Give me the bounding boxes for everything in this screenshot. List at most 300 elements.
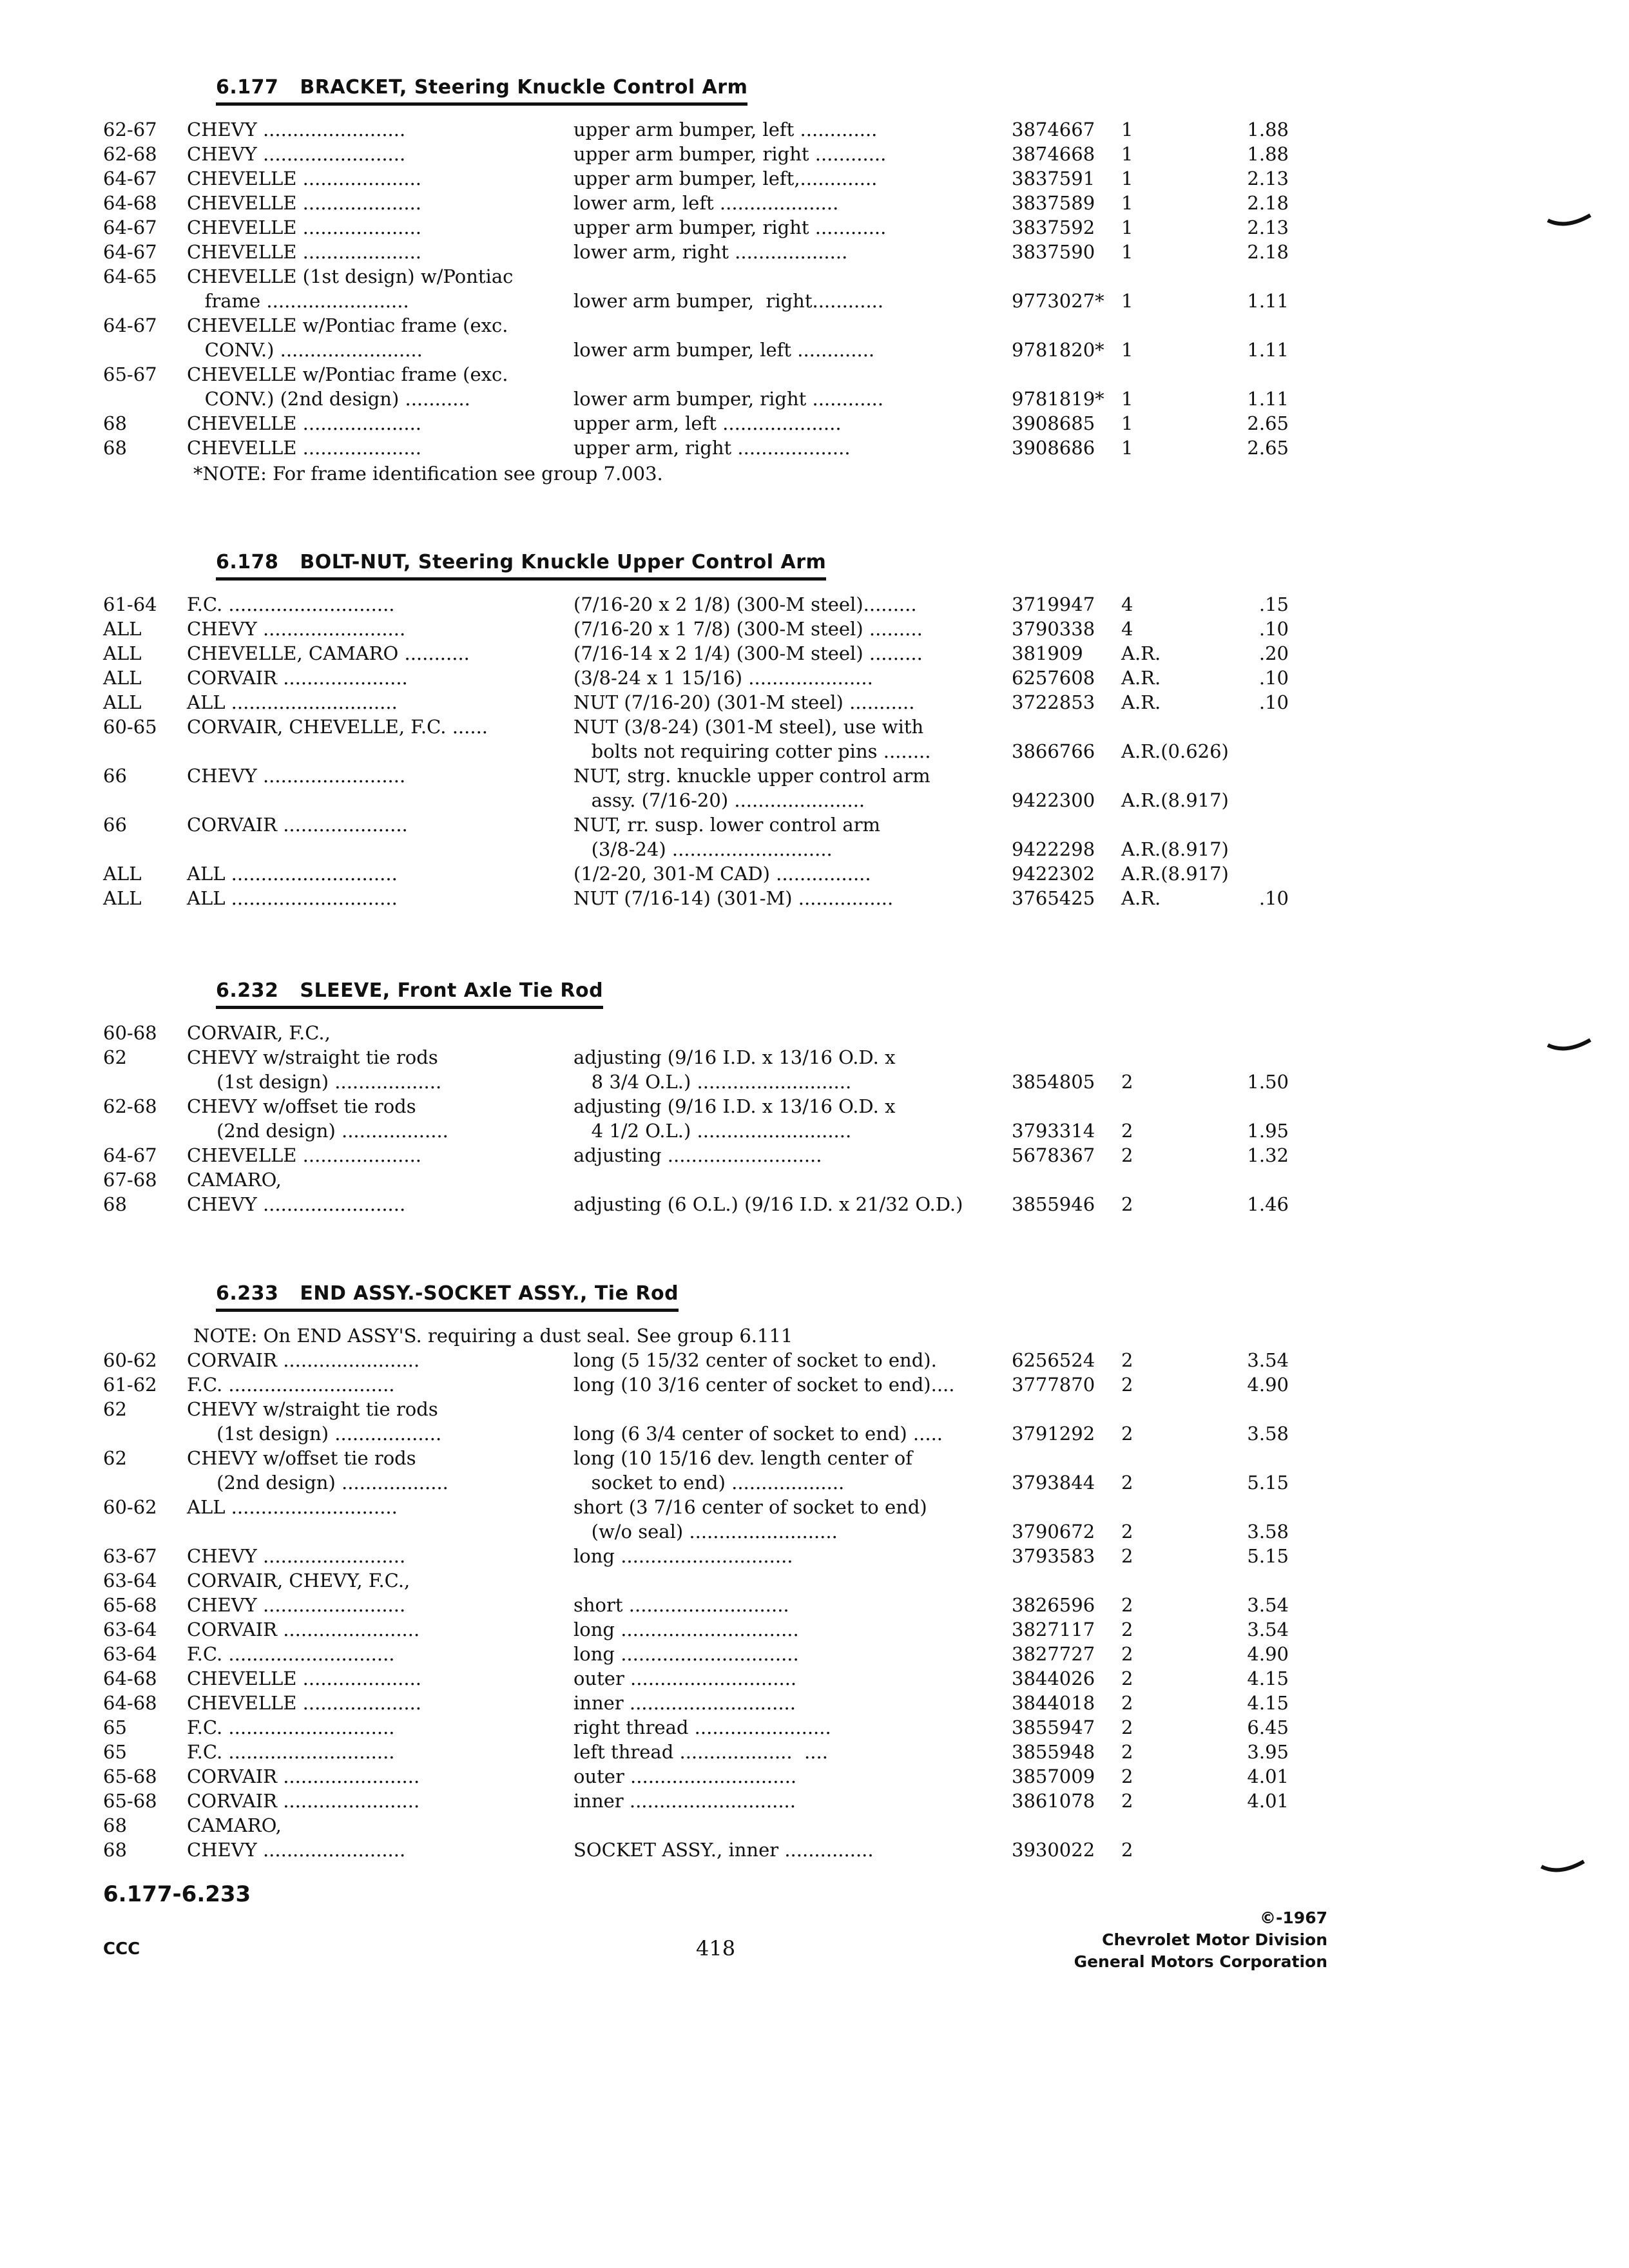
price: 3.58 <box>1247 1423 1289 1445</box>
model-year: 64-68 <box>103 1692 157 1714</box>
part-description: upper arm, left .................... <box>574 412 842 434</box>
part-number: 3722853 <box>1012 691 1095 713</box>
model-year: 68 <box>103 1814 127 1836</box>
model-name: CORVAIR, F.C., <box>187 1022 331 1044</box>
quantity: 2 <box>1121 1472 1133 1494</box>
parts-row <box>103 1021 1302 1045</box>
model-year: 64-67 <box>103 1144 157 1166</box>
part-number: 3790672 <box>1012 1521 1095 1542</box>
parts-row <box>103 1397 1302 1446</box>
price: .10 <box>1258 618 1289 640</box>
price: 4.15 <box>1247 1692 1289 1714</box>
part-number: 3874667 <box>1012 119 1095 140</box>
part-number: 3837591 <box>1012 168 1095 189</box>
section-6-177 <box>103 76 1302 485</box>
division-name: Chevrolet Motor Division <box>1102 1930 1327 1949</box>
price: 1.11 <box>1247 388 1289 410</box>
parts-rows <box>103 1021 1302 1216</box>
model-name: CORVAIR, CHEVELLE, F.C. ...... <box>187 716 488 738</box>
part-number: 3765425 <box>1012 887 1095 909</box>
part-number: 3855946 <box>1012 1193 1095 1215</box>
page-range: 6.177-6.233 <box>103 1881 251 1907</box>
model-year: 66 <box>103 765 127 787</box>
section-6-232 <box>103 979 1302 1216</box>
model-year: 61-64 <box>103 593 157 615</box>
part-description: (7/16-14 x 2 1/4) (300-M steel) ......... <box>574 642 923 664</box>
part-description: (7/16-20 x 2 1/8) (300-M steel)......... <box>574 593 917 615</box>
parts-row <box>103 764 1302 812</box>
model-year: 66 <box>103 814 127 836</box>
section-number: 6.232 <box>216 979 279 1002</box>
price: 3.54 <box>1247 1594 1289 1616</box>
price: 3.58 <box>1247 1521 1289 1542</box>
parts-row <box>103 1617 1302 1642</box>
parts-row <box>103 362 1302 411</box>
quantity: 1 <box>1121 119 1133 140</box>
model-name: F.C. ............................ <box>187 1643 395 1665</box>
part-description: long ............................. <box>574 1545 793 1567</box>
section-title: BOLT-NUT, Steering Knuckle Upper Control Arm <box>300 551 827 573</box>
part-number: 3790338 <box>1012 618 1095 640</box>
model-year: ALL <box>103 887 142 909</box>
quantity: A.R.(0.626) <box>1121 740 1229 762</box>
part-description: (3/8-24 x 1 15/16) ..................... <box>574 667 873 689</box>
model-name: CHEVELLE w/Pontiac frame (exc. CONV.) ........................ <box>187 314 508 361</box>
quantity: 1 <box>1121 437 1133 459</box>
price: 4.90 <box>1247 1374 1289 1396</box>
price: 4.15 <box>1247 1667 1289 1689</box>
parts-row <box>103 1168 1302 1192</box>
parts-row <box>103 411 1302 436</box>
parts-row <box>103 641 1302 666</box>
quantity: 2 <box>1121 1120 1133 1142</box>
part-description: left thread ................... .... <box>574 1741 828 1763</box>
model-name: CHEVY ........................ <box>187 618 406 640</box>
part-number: 3930022 <box>1012 1839 1095 1861</box>
model-year: 62-68 <box>103 1095 157 1117</box>
part-description: long (5 15/32 center of socket to end). <box>574 1349 937 1371</box>
quantity: 2 <box>1121 1765 1133 1787</box>
model-year: 61-62 <box>103 1374 157 1396</box>
section-note: NOTE: On END ASSY'S. requiring a dust seal. See group 6.111 <box>193 1325 793 1347</box>
parts-row <box>103 1544 1302 1568</box>
part-description: long (10 15/16 dev. length center of socket to end) ................... <box>574 1447 912 1494</box>
part-number: 9781819* <box>1012 388 1104 410</box>
part-description: short (3 7/16 center of socket to end) (w/o seal) ......................... <box>574 1496 927 1542</box>
part-description: (1/2-20, 301-M CAD) ................ <box>574 863 871 885</box>
parts-row <box>103 264 1302 313</box>
model-name: CHEVELLE .................... <box>187 192 422 214</box>
price: 4.01 <box>1247 1765 1289 1787</box>
part-description: adjusting .......................... <box>574 1144 822 1166</box>
part-description: adjusting (9/16 I.D. x 13/16 O.D. x 8 3/4 O.L.) .......................... <box>574 1046 896 1093</box>
price: 1.88 <box>1247 143 1289 165</box>
price: 5.15 <box>1247 1472 1289 1494</box>
price: 1.50 <box>1247 1071 1289 1093</box>
model-year: 62-68 <box>103 143 157 165</box>
model-name: ALL ............................ <box>187 863 398 885</box>
model-year: 64-68 <box>103 192 157 214</box>
quantity: 1 <box>1121 192 1133 214</box>
quantity: A.R. <box>1121 887 1161 909</box>
quantity: A.R. <box>1121 667 1161 689</box>
quantity: 2 <box>1121 1071 1133 1093</box>
model-name: CHEVELLE .................... <box>187 412 422 434</box>
model-year: 68 <box>103 437 127 459</box>
part-number: 3857009 <box>1012 1765 1095 1787</box>
parts-row <box>103 1789 1302 1813</box>
model-year: 62 <box>103 1046 127 1068</box>
binder-tick-mark <box>1540 1859 1585 1878</box>
quantity: 2 <box>1121 1692 1133 1714</box>
model-name: CORVAIR ....................... <box>187 1349 420 1371</box>
part-description: upper arm bumper, right ............ <box>574 143 887 165</box>
model-name: CORVAIR ....................... <box>187 1619 420 1640</box>
model-name: CHEVELLE .................... <box>187 1692 422 1714</box>
part-number: 9773027* <box>1012 290 1104 312</box>
section-number: 6.178 <box>216 551 279 573</box>
parts-row <box>103 117 1302 142</box>
price: .15 <box>1258 593 1289 615</box>
model-year: 65 <box>103 1741 127 1763</box>
quantity: 4 <box>1121 593 1133 615</box>
part-description: lower arm, right ................... <box>574 241 848 263</box>
model-year: 63-67 <box>103 1545 157 1567</box>
parts-row <box>103 1764 1302 1789</box>
parts-row <box>103 142 1302 166</box>
model-year: ALL <box>103 691 142 713</box>
quantity: 2 <box>1121 1619 1133 1640</box>
part-number: 3854805 <box>1012 1071 1095 1093</box>
quantity: 2 <box>1121 1643 1133 1665</box>
price: 6.45 <box>1247 1716 1289 1738</box>
model-year: ALL <box>103 667 142 689</box>
model-name: CAMARO, <box>187 1169 282 1191</box>
model-year: 63-64 <box>103 1570 157 1591</box>
model-name: CHEVELLE w/Pontiac frame (exc. CONV.) (2nd design) ........... <box>187 363 508 410</box>
model-name: CHEVY ........................ <box>187 1545 406 1567</box>
parts-row <box>103 1813 1302 1838</box>
price: 5.15 <box>1247 1545 1289 1567</box>
model-year: 65-67 <box>103 363 157 385</box>
parts-row <box>103 166 1302 191</box>
part-description: lower arm bumper, right ............ <box>574 388 884 410</box>
quantity: 1 <box>1121 143 1133 165</box>
part-description: inner ............................ <box>574 1692 796 1714</box>
part-description: outer ............................ <box>574 1765 797 1787</box>
quantity: A.R.(8.917) <box>1121 863 1229 885</box>
quantity: 2 <box>1121 1839 1133 1861</box>
model-year: 68 <box>103 1193 127 1215</box>
parts-row <box>103 1740 1302 1764</box>
binder-tick-mark <box>1547 1037 1592 1057</box>
model-name: CHEVY ........................ <box>187 1839 406 1861</box>
section-heading <box>216 1282 679 1312</box>
part-description: NUT, rr. susp. lower control arm (3/8-24) ........................... <box>574 814 881 860</box>
quantity: A.R. <box>1121 642 1161 664</box>
quantity: 2 <box>1121 1716 1133 1738</box>
model-name: CHEVELLE .................... <box>187 1667 422 1689</box>
part-description: SOCKET ASSY., inner ............... <box>574 1839 874 1861</box>
part-number: 3793583 <box>1012 1545 1095 1567</box>
price: 3.54 <box>1247 1619 1289 1640</box>
quantity: 1 <box>1121 339 1133 361</box>
model-name: CHEVELLE (1st design) w/Pontiac frame ........................ <box>187 265 514 312</box>
quantity: 2 <box>1121 1193 1133 1215</box>
part-number: 9422298 <box>1012 838 1095 860</box>
model-name: CHEVELLE .................... <box>187 216 422 238</box>
price: 4.01 <box>1247 1790 1289 1812</box>
part-description: adjusting (6 O.L.) (9/16 I.D. x 21/32 O.D.) <box>574 1193 963 1215</box>
price: 1.88 <box>1247 119 1289 140</box>
model-year: 64-68 <box>103 1667 157 1689</box>
price: 3.54 <box>1247 1349 1289 1371</box>
model-name: CHEVY w/straight tie rods (1st design) .................. <box>187 1046 442 1093</box>
parts-row <box>103 215 1302 240</box>
model-name: F.C. ............................ <box>187 593 395 615</box>
part-description: NUT (7/16-14) (301-M) ................ <box>574 887 894 909</box>
part-description: NUT, strg. knuckle upper control arm assy. (7/16-20) ...................... <box>574 765 930 811</box>
model-year: 62-67 <box>103 119 157 140</box>
price: 1.95 <box>1247 1120 1289 1142</box>
parts-row <box>103 313 1302 362</box>
part-number: 3908686 <box>1012 437 1095 459</box>
part-number: 9422302 <box>1012 863 1095 885</box>
model-year: 62 <box>103 1447 127 1469</box>
part-description: upper arm bumper, right ............ <box>574 216 887 238</box>
part-description: long (6 3/4 center of socket to end) ..... <box>574 1423 943 1445</box>
part-description: NUT (3/8-24) (301-M steel), use with bolts not requiring cotter pins ........ <box>574 716 931 762</box>
part-number: 3855948 <box>1012 1741 1095 1763</box>
quantity: 2 <box>1121 1374 1133 1396</box>
part-number: 3866766 <box>1012 740 1095 762</box>
part-number: 9422300 <box>1012 789 1095 811</box>
model-name: CHEVY w/straight tie rods (1st design) .................. <box>187 1398 442 1445</box>
model-name: CHEVY ........................ <box>187 1193 406 1215</box>
price: 2.18 <box>1247 241 1289 263</box>
part-number: 3793844 <box>1012 1472 1095 1494</box>
price: 2.65 <box>1247 412 1289 434</box>
model-year: 63-64 <box>103 1643 157 1665</box>
parts-row <box>103 1192 1302 1216</box>
part-number: 381909 <box>1012 642 1083 664</box>
part-number: 3837592 <box>1012 216 1095 238</box>
copyright: ©-1967 <box>1260 1908 1327 1927</box>
price: 2.13 <box>1247 168 1289 189</box>
part-number: 9781820* <box>1012 339 1104 361</box>
page-code: CCC <box>103 1939 140 1959</box>
section-title: SLEEVE, Front Axle Tie Rod <box>300 979 604 1002</box>
section-title: BRACKET, Steering Knuckle Control Arm <box>300 76 748 99</box>
price: 2.65 <box>1247 437 1289 459</box>
part-description: long .............................. <box>574 1619 799 1640</box>
model-year: ALL <box>103 642 142 664</box>
quantity: 4 <box>1121 618 1133 640</box>
model-year: 65 <box>103 1716 127 1738</box>
quantity: 2 <box>1121 1545 1133 1567</box>
parts-row <box>103 1045 1302 1094</box>
price: 1.46 <box>1247 1193 1289 1215</box>
quantity: 1 <box>1121 412 1133 434</box>
model-year: 65-68 <box>103 1594 157 1616</box>
part-number: 3827727 <box>1012 1643 1095 1665</box>
model-name: CORVAIR ..................... <box>187 667 408 689</box>
parts-row <box>103 617 1302 641</box>
model-year: 65-68 <box>103 1790 157 1812</box>
price: .10 <box>1258 667 1289 689</box>
part-number: 3827117 <box>1012 1619 1095 1640</box>
model-year: 60-65 <box>103 716 157 738</box>
section-number: 6.233 <box>216 1282 279 1305</box>
parts-row <box>103 715 1302 764</box>
model-name: CHEVELLE .................... <box>187 168 422 189</box>
model-name: CORVAIR, CHEVY, F.C., <box>187 1570 410 1591</box>
parts-row <box>103 1715 1302 1740</box>
part-description: upper arm bumper, left ............. <box>574 119 878 140</box>
section-heading <box>216 551 826 581</box>
parts-row <box>103 592 1302 617</box>
model-year: 67-68 <box>103 1169 157 1191</box>
part-number: 3844026 <box>1012 1667 1095 1689</box>
model-name: CHEVY ........................ <box>187 119 406 140</box>
part-number: 3791292 <box>1012 1423 1095 1445</box>
quantity: 1 <box>1121 241 1133 263</box>
model-year: 60-68 <box>103 1022 157 1044</box>
parts-row <box>103 436 1302 460</box>
quantity: 2 <box>1121 1521 1133 1542</box>
model-name: CHEVELLE .................... <box>187 437 422 459</box>
price: 4.90 <box>1247 1643 1289 1665</box>
model-year: ALL <box>103 863 142 885</box>
model-year: 64-67 <box>103 216 157 238</box>
model-year: 68 <box>103 1839 127 1861</box>
quantity: 1 <box>1121 388 1133 410</box>
quantity: A.R.(8.917) <box>1121 789 1229 811</box>
model-name: ALL ............................ <box>187 1496 398 1518</box>
parts-row <box>103 240 1302 264</box>
part-description: short ........................... <box>574 1594 789 1616</box>
part-description: adjusting (9/16 I.D. x 13/16 O.D. x 4 1/2 O.L.) .......................... <box>574 1095 896 1142</box>
parts-row <box>103 1593 1302 1617</box>
part-number: 3826596 <box>1012 1594 1095 1616</box>
part-description: long .............................. <box>574 1643 799 1665</box>
part-description: outer ............................ <box>574 1667 797 1689</box>
parts-row <box>103 690 1302 715</box>
price: 1.11 <box>1247 339 1289 361</box>
section-heading <box>216 76 747 106</box>
parts-row <box>103 886 1302 910</box>
parts-row <box>103 1838 1302 1862</box>
model-name: CHEVELLE .................... <box>187 1144 422 1166</box>
part-description: inner ............................ <box>574 1790 796 1812</box>
model-name: CAMARO, <box>187 1814 282 1836</box>
part-number: 3719947 <box>1012 593 1095 615</box>
corporation-name: General Motors Corporation <box>1074 1952 1327 1971</box>
binder-tick-mark <box>1547 213 1592 232</box>
model-year: 64-67 <box>103 314 157 336</box>
parts-row <box>103 861 1302 886</box>
price: 1.32 <box>1247 1144 1289 1166</box>
parts-rows <box>103 592 1302 910</box>
section-footnote: *NOTE: For frame identification see group 7.003. <box>193 463 663 485</box>
section-number: 6.177 <box>216 76 279 99</box>
parts-rows <box>103 117 1302 460</box>
parts-row <box>103 812 1302 861</box>
part-number: 3861078 <box>1012 1790 1095 1812</box>
model-name: CHEVELLE .................... <box>187 241 422 263</box>
model-year: ALL <box>103 618 142 640</box>
price: .10 <box>1258 887 1289 909</box>
part-description: (7/16-20 x 1 7/8) (300-M steel) ......... <box>574 618 923 640</box>
part-number: 3908685 <box>1012 412 1095 434</box>
price: 2.13 <box>1247 216 1289 238</box>
model-year: 64-65 <box>103 265 157 287</box>
part-number: 3837589 <box>1012 192 1095 214</box>
part-description: NUT (7/16-20) (301-M steel) ........... <box>574 691 915 713</box>
quantity: 2 <box>1121 1790 1133 1812</box>
parts-row <box>103 1446 1302 1495</box>
price: 1.11 <box>1247 290 1289 312</box>
parts-rows <box>103 1348 1302 1862</box>
parts-row <box>103 1691 1302 1715</box>
part-number: 3837590 <box>1012 241 1095 263</box>
model-name: F.C. ............................ <box>187 1716 395 1738</box>
model-name: CHEVY ........................ <box>187 143 406 165</box>
parts-row <box>103 666 1302 690</box>
parts-row <box>103 1495 1302 1544</box>
model-name: CORVAIR ..................... <box>187 814 408 836</box>
quantity: 2 <box>1121 1594 1133 1616</box>
price: .20 <box>1258 642 1289 664</box>
quantity: A.R. <box>1121 691 1161 713</box>
model-name: CHEVY ........................ <box>187 1594 406 1616</box>
price: 3.95 <box>1247 1741 1289 1763</box>
model-year: 68 <box>103 412 127 434</box>
model-name: ALL ............................ <box>187 887 398 909</box>
model-name: ALL ............................ <box>187 691 398 713</box>
model-name: CORVAIR ....................... <box>187 1790 420 1812</box>
section-title: END ASSY.-SOCKET ASSY., Tie Rod <box>300 1282 679 1305</box>
part-description: lower arm bumper, left ............. <box>574 339 875 361</box>
model-name: F.C. ............................ <box>187 1374 395 1396</box>
part-number: 5678367 <box>1012 1144 1095 1166</box>
quantity: 2 <box>1121 1667 1133 1689</box>
model-year: 64-67 <box>103 168 157 189</box>
part-number: 3855947 <box>1012 1716 1095 1738</box>
publisher-block <box>1018 1907 1327 1973</box>
part-number: 3844018 <box>1012 1692 1095 1714</box>
model-name: CHEVELLE, CAMARO ........... <box>187 642 470 664</box>
part-number: 3793314 <box>1012 1120 1095 1142</box>
part-description: right thread ....................... <box>574 1716 831 1738</box>
parts-row <box>103 1666 1302 1691</box>
model-name: CHEVY w/offset tie rods (2nd design) .................. <box>187 1095 448 1142</box>
model-year: 65-68 <box>103 1765 157 1787</box>
quantity: 2 <box>1121 1349 1133 1371</box>
parts-row <box>103 191 1302 215</box>
section-6-233 <box>103 1282 1302 1862</box>
price: 2.18 <box>1247 192 1289 214</box>
model-year: 63-64 <box>103 1619 157 1640</box>
model-name: CHEVY w/offset tie rods (2nd design) .................. <box>187 1447 448 1494</box>
part-number: 6257608 <box>1012 667 1095 689</box>
part-description: upper arm bumper, left,............. <box>574 168 878 189</box>
model-name: CHEVY ........................ <box>187 765 406 787</box>
part-description: upper arm, right ................... <box>574 437 851 459</box>
parts-row <box>103 1568 1302 1593</box>
part-number: 6256524 <box>1012 1349 1095 1371</box>
part-number: 3777870 <box>1012 1374 1095 1396</box>
